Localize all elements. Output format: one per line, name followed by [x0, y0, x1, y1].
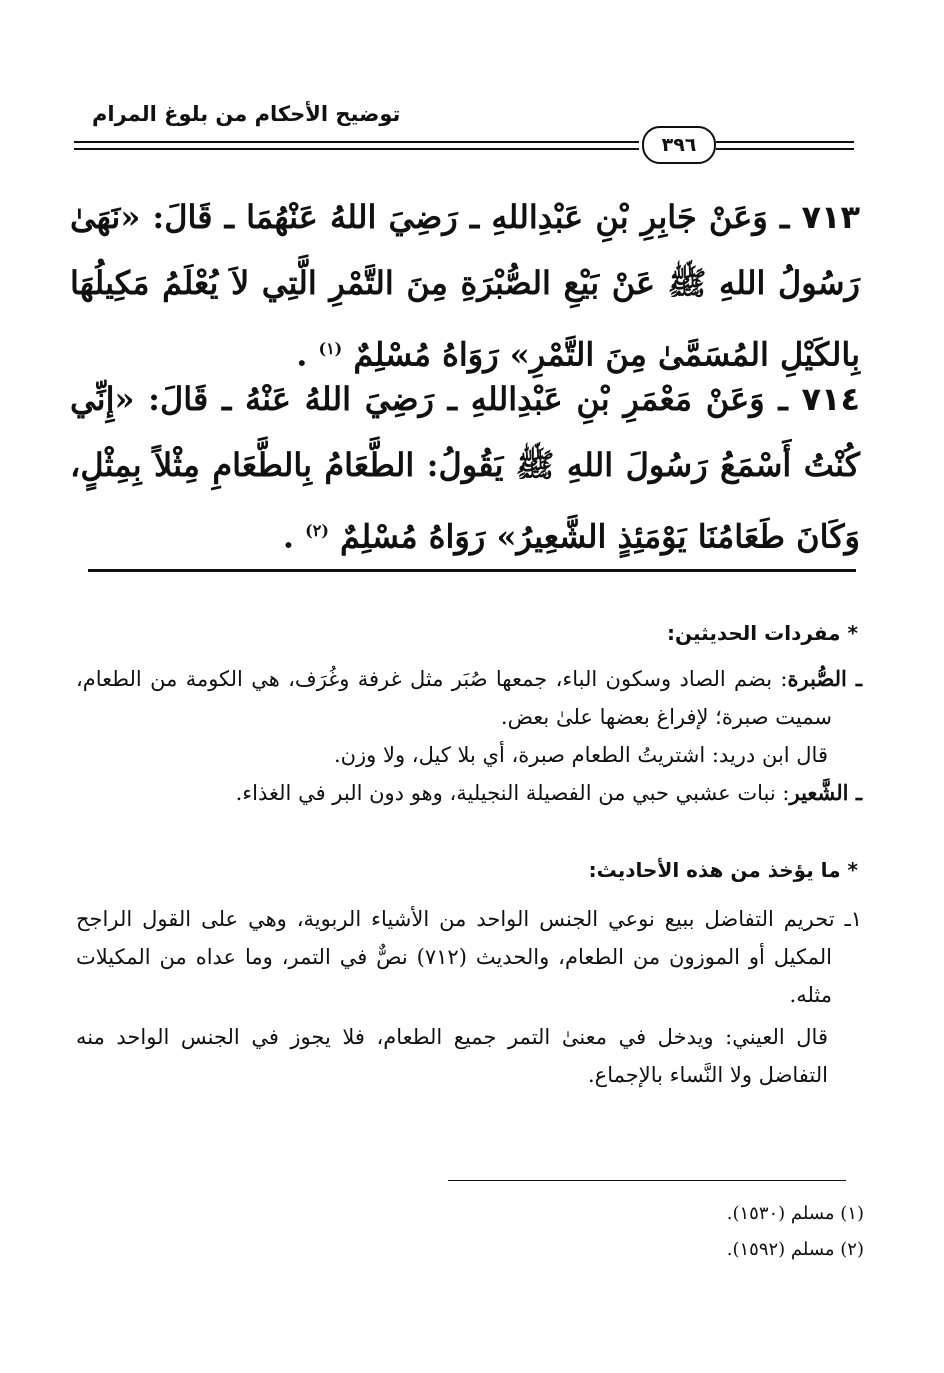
footnote-1: (١) مسلم (١٥٣٠). — [726, 1203, 864, 1224]
footnotes — [464, 1196, 864, 1268]
vocab-entry-sabra — [76, 660, 862, 736]
vocab-definition: : نبات عشبي حبي من الفصيلة النجيلية، وهو دون البر في الغذاء. — [235, 781, 790, 805]
hadith-dash: ـ — [767, 198, 790, 236]
header-rule-right-top — [716, 141, 854, 143]
hadith-text: وَعَنْ جَابِرِ بْنِ عَبْدِاللهِ ـ رَضِيَ اللهُ عَنْهُمَا ـ قَالَ: «نَهَىٰ رَسُولُ اللهِ ﷺ عَنْ بَيْعِ الصُّبْرَةِ مِنَ التَّمْرِ الَّتِي لاَ يُعْلَمُ مَكِيلُهَا بِالكَيْلِ المُسَمَّىٰ مِنَ التَّمْرِ» رَوَاهُ مُسْلِمٌ — [70, 198, 860, 374]
hadith-text: وَعَنْ مَعْمَرِ بْنِ عَبْدِاللهِ ـ رَضِيَ اللهُ عَنْهُ ـ قَالَ: «إِنِّي كُنْتُ أَسْمَعُ رَسُولَ اللهِ ﷺ يَقُولُ: الطَّعَامُ بِالطَّعَامِ مِثْلاً بِمِثْلٍ، وَكَانَ طَعَامُنَا يَوْمَئِذٍ الشَّعِيرُ» رَوَاهُ مُسْلِمٌ — [70, 380, 860, 556]
vocab-body — [76, 660, 862, 812]
vocab-term: ـ الشَّعير — [789, 780, 862, 805]
ibn-durayd-quote: قال ابن دريد: اشتريتُ الطعام صبرة، أي بلا كيل، ولا وزن. — [333, 743, 828, 767]
footnote-ref: (١) — [318, 339, 343, 358]
running-header-title: توضيح الأحكام من بلوغ المرام — [92, 102, 401, 126]
header-rule-right-bottom — [716, 148, 854, 150]
hadith-714 — [70, 366, 860, 570]
section-divider — [88, 569, 856, 572]
header-rule-left-top — [74, 141, 639, 143]
header-rule-left-bottom — [74, 148, 639, 150]
footnote-2: (٢) مسلم (١٥٩٢). — [726, 1239, 864, 1260]
lessons-heading: * ما يؤخذ من هذه الأحاديث: — [588, 858, 858, 882]
aini-quote: قال العيني: ويدخل في معنىٰ التمر جميع الطعام، فلا يجوز في الجنس الواحد منه التفاضل ولا النَّساء بالإجماع. — [76, 1025, 828, 1087]
footnote-rule — [448, 1180, 846, 1181]
vocab-heading: * مفردات الحديثين: — [667, 621, 858, 645]
page-number-badge: ٣٩٦ — [642, 126, 716, 164]
vocab-definition: : بضم الصاد وسكون الباء، جمعها صُبَر مثل غرفة وغُرَف، هي الكومة من الطعام، سميت صبرة؛ لإفراغ بعضها علىٰ بعض. — [76, 667, 832, 729]
hadith-713 — [70, 184, 860, 388]
hadith-end-period: . — [296, 335, 308, 374]
lessons-body — [76, 900, 862, 1094]
hadith-number: ٧١٤ — [801, 380, 861, 418]
vocab-term: ـ الصُّبرة — [787, 666, 862, 691]
footnote-ref: (٢) — [305, 521, 329, 540]
vocab-entry-shair — [76, 774, 862, 812]
hadith-number: ٧١٣ — [801, 198, 861, 236]
hadith-dash: ـ — [764, 380, 788, 418]
lesson-item-1: ١ـ تحريم التفاضل ببيع نوعي الجنس الواحد من الأشياء الربوية، وهي على القول الراجح المكيل أو الموزون من الطعام، والحديث (٧١٢) نصٌّ في التمر، وما عداه من المكيلات مثله. — [76, 907, 862, 1007]
hadith-end-period: . — [282, 517, 295, 556]
